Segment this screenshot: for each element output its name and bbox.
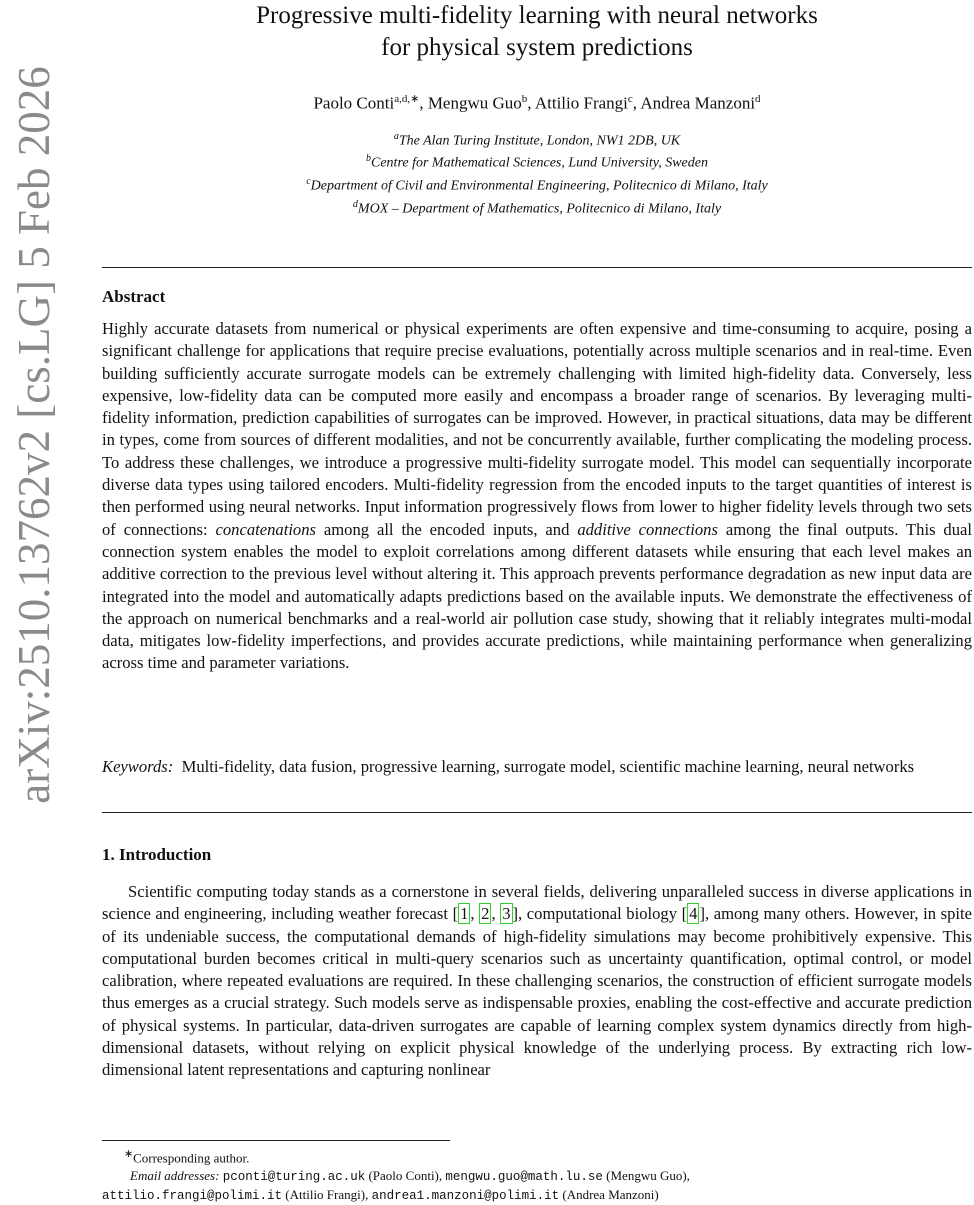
keywords-label: Keywords: [102, 757, 174, 776]
title-block [102, 0, 972, 218]
affiliation [102, 150, 972, 173]
section-heading-introduction: 1. Introduction [102, 845, 212, 864]
email-link[interactable]: andrea1.manzoni@polimi.it [371, 1189, 560, 1204]
affiliation-text: The Alan Turing Institute, London, NW1 2DB, UK [398, 133, 681, 149]
citation-link[interactable]: 2 [481, 904, 490, 924]
email-link[interactable]: pconti@turing.ac.uk [222, 1170, 366, 1185]
intro-text: ], computational biology [ [512, 904, 688, 924]
abstract-top-rule [102, 267, 972, 268]
affiliation-list [102, 128, 972, 219]
author-name: Mengwu Guo [427, 93, 522, 113]
affiliation-mark: b [366, 153, 371, 165]
affiliation [102, 128, 972, 151]
intro-text: Scientific computing today stands as a cornerstone in several fields, delivering unparalleled success in diverse applications in science and engineering, including weather forecast [ [102, 882, 972, 924]
abstract-text: Highly accurate datasets from numerical or physical experiments are often expensive and time-consuming to acquire, posing a significant challenge for applications that require precise evaluations, potentially across multiple scenarios and in real-time. Even building sufficiently accurate surrogate models can be extremely challenging with limited high-fidelity data. Conversely, less expensive, low-fidelity data can be computed more easily and encompass a broader range of scenarios. By leveraging multi-fidelity information, prediction capabilities of surrogates can be improved. However, in practical situations, data may be different in types, come from sources of different modalities, and not be concurrently available, further complicating the modeling process. To address these challenges, we introduce a progressive multi-fidelity surrogate model. This model can sequentially incorporate diverse data types using tailored encoders. Multi-fidelity regression from the encoded inputs to the target quantities of interest is then performed using neural networks. Input information progressively flows from lower to higher fidelity levels through two sets of connections: [102, 319, 972, 539]
affiliation-mark: a [393, 130, 399, 142]
abstract-emphasis: concatenations [215, 519, 316, 539]
author-affil-mark: a,d,∗ [394, 93, 420, 105]
author-name: Attilio Frangi [534, 93, 628, 113]
email-owner: (Mengwu Guo), [606, 1168, 690, 1184]
intro-text: ], among many others. However, in spite of its undeniable success, the computational demands of high-fidelity simulations may become prohibitively expensive. This computational burden becomes critical in multi-query scenarios such as uncertainty quantification, optimal control, or model calibration, where repeated evaluations are required. In these challenging scenarios, the construction of efficient surrogate models thus emerges as a crucial strategy. Such models serve as indispensable proxies, enabling the cost-effective and accurate prediction of physical systems. In particular, data-driven surrogates are capable of learning complex system dynamics directly from high-dimensional datasets, without relying on explicit physical knowledge of the underlying process. By extracting rich low-dimensional latent representations and capturing nonlinear [102, 904, 972, 1080]
affiliation-text: Centre for Mathematical Sciences, Lund University, Sweden [371, 155, 708, 171]
introduction-body [102, 881, 972, 1082]
footnote-emails-cont [102, 1186, 972, 1205]
author-name: Andrea Manzoni [640, 93, 756, 113]
author-affil-mark: d [755, 93, 761, 105]
abstract-text: among all the encoded inputs, and [315, 519, 578, 539]
paper-title-line-2: for physical system predictions [381, 34, 693, 61]
paper-title-line-1: Progressive multi-fidelity learning with neural networks [256, 2, 818, 29]
abstract-emphasis: additive connections [577, 519, 718, 539]
footnote-mark: ∗ [124, 1148, 134, 1160]
footnote-text: Corresponding author. [133, 1150, 250, 1166]
abstract-heading: Abstract [102, 287, 166, 306]
email-label: Email addresses: [130, 1168, 220, 1184]
author-affil-mark: c [627, 93, 633, 105]
author-name: Paolo Conti [313, 93, 395, 113]
email-owner: (Andrea Manzoni) [562, 1187, 659, 1203]
affiliation-text: Department of Civil and Environmental Engineering, Politecnico di Milano, Italy [310, 178, 768, 194]
footnote-rule [102, 1140, 450, 1141]
citation-link[interactable]: 1 [460, 904, 469, 924]
abstract-text: among the final outputs. This dual connection system enables the model to exploit correlations among different datasets while ensuring that each level makes an additive correction to the previous level without altering it. This approach prevents performance degradation as new input data are integrated into the model and automatically adapts predictions based on the available inputs. We demonstrate the effectiveness of the approach on numerical benchmarks and a real-world air pollution case study, showing that it reliably integrates multi-modal data, mitigates low-fidelity imperfections, and provides accurate predictions, while maintaining performance when generalizing across time and parameter variations. [102, 519, 972, 673]
keywords-text: Multi-fidelity, data fusion, progressive learning, surrogate model, scientific machine learning, neural networks [181, 757, 915, 776]
intro-text: , [491, 904, 501, 924]
citation-link[interactable]: 4 [689, 904, 698, 924]
email-owner: (Paolo Conti), [368, 1168, 443, 1184]
author-list: Paolo Conti$^{a,d,∗}$, Mengwu Guo$^b$, Attilio Frangi$^c$, Andrea Manzoni$^d$ [313, 93, 761, 113]
footnote-emails [102, 1167, 972, 1186]
author-affil-mark: b [521, 93, 528, 105]
email-link[interactable]: mengwu.guo@math.lu.se [445, 1170, 603, 1185]
footnote-corresponding [102, 1145, 972, 1167]
keywords [102, 756, 972, 778]
citation-link[interactable]: 3 [502, 904, 511, 924]
abstract-bottom-rule [102, 812, 972, 813]
arxiv-side-stamp: arXiv:2510.13762v2 [cs.LG] 5 Feb 2026 [9, 66, 59, 804]
affiliation-text: MOX – Department of Mathematics, Politecnico di Milano, Italy [357, 201, 722, 217]
intro-text: , [470, 904, 480, 924]
affiliation-mark: d [352, 198, 358, 210]
affiliation [102, 196, 972, 219]
email-owner: (Attilio Frangi), [285, 1187, 369, 1203]
affiliation-mark: c [306, 175, 311, 187]
footnote [102, 1145, 972, 1205]
affiliation [102, 173, 972, 196]
email-link[interactable]: attilio.frangi@polimi.it [102, 1189, 283, 1204]
abstract-body [102, 318, 972, 675]
